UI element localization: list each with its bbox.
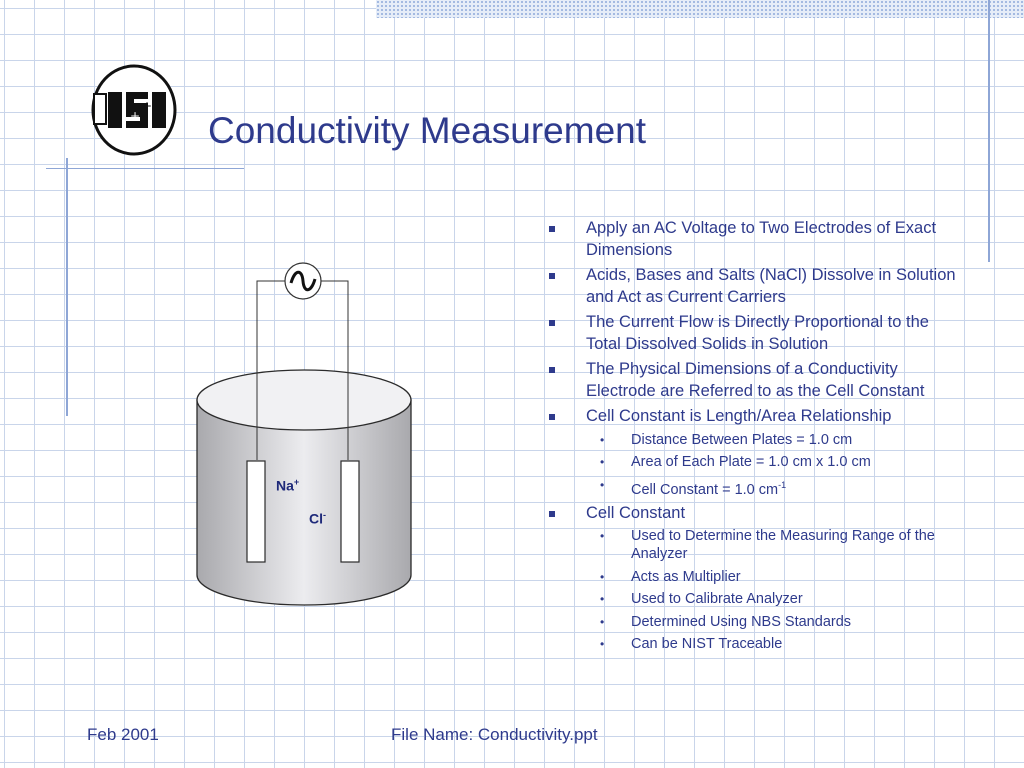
- ion-positive-symbol: Na: [276, 477, 294, 494]
- ion-negative-charge: -: [323, 510, 326, 520]
- bullet-item-text: Cell Constant: [586, 503, 686, 522]
- sub-bullet-text: • Distance Between Plates = 1.0 cm: [631, 431, 853, 448]
- sub-bullet-item: [548, 613, 968, 631]
- cell-constant-value: Cell Constant = 1.0 cm: [631, 481, 779, 498]
- svg-text:+: +: [130, 109, 141, 123]
- bullet-item: Acids, Bases and Salts (NaCl) Dissolve in Solution and Act as Current Carriers: [548, 265, 968, 308]
- ion-positive-charge: +: [293, 477, 300, 487]
- divider-vertical-right: [988, 0, 990, 262]
- sub-bullet-item: [548, 453, 968, 471]
- bullet-item: [548, 406, 968, 498]
- chloride-ion-label: [309, 510, 326, 527]
- bullet-item: The Physical Dimensions of a Conductivity Electrode are Referred to as the Cell Constant: [548, 359, 968, 402]
- sub-bullet-text: • Area of Each Plate = 1.0 cm x 1.0 cm: [631, 454, 871, 470]
- sub-bullet-text: • Used to Calibrate Analyzer: [631, 591, 803, 608]
- bullet-item: The Current Flow is Directly Proportional to the Total Dissolved Solids in Solution: [548, 312, 968, 355]
- sub-bullet-text: • Used to Determine the Measuring Range of the Analyzer: [631, 528, 935, 563]
- sub-bullet-item: [548, 431, 968, 449]
- sub-bullet-text: [593, 476, 968, 499]
- sub-bullet-item: [548, 527, 968, 563]
- conductivity-cell-diagram: [190, 255, 420, 615]
- company-logo: [90, 62, 178, 158]
- sodium-ion-label: [276, 477, 299, 494]
- sub-bullet-text: • Can be NIST Traceable: [631, 636, 783, 653]
- sub-bullet-item: [548, 476, 968, 499]
- divider-vertical-left: [66, 158, 68, 416]
- footer-file-name: File Name: Conductivity.ppt: [391, 725, 598, 744]
- footer-date: Feb 2001: [87, 725, 159, 744]
- divider-horizontal-left: [46, 168, 244, 169]
- bullet-list: [548, 218, 968, 658]
- cell-constant-exponent: -1: [778, 479, 787, 490]
- svg-text:+: +: [142, 99, 153, 113]
- sub-bullet-list: [586, 527, 968, 653]
- sub-bullet-text: • Acts as Multiplier: [631, 568, 741, 585]
- sub-bullet-item: [548, 635, 968, 653]
- header-decoration-stripe: [376, 0, 1024, 18]
- bullet-item: Apply an AC Voltage to Two Electrodes of Exact Dimensions: [548, 218, 968, 261]
- sub-bullet-item: [548, 590, 968, 608]
- bullet-item: [548, 503, 968, 654]
- bullet-item-text: Cell Constant is Length/Area Relationship: [586, 407, 892, 425]
- sub-bullet-list: [586, 431, 968, 499]
- slide-title: Conductivity Measurement: [208, 110, 647, 151]
- sub-bullet-item: [548, 568, 968, 586]
- sub-bullet-text: • Determined Using NBS Standards: [631, 613, 852, 630]
- ion-negative-symbol: Cl: [309, 510, 323, 527]
